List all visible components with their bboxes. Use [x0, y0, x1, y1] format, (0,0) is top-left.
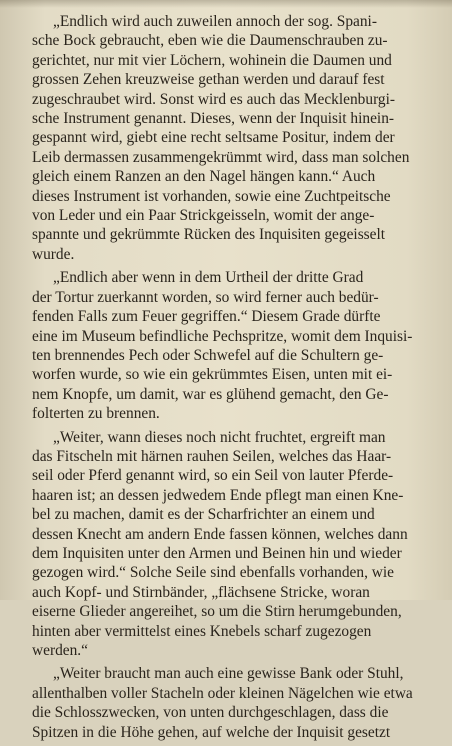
text-line: sche Instrument genannt. Dieses, wenn der Inquisit hinein- — [32, 110, 395, 128]
paragraph — [32, 12, 450, 264]
text-line: grossen Zehen kreuzweise gethan werden und darauf fest — [32, 71, 385, 89]
text-line: hinten aber vermittelst eines Knebels scharf zugezogen — [32, 622, 372, 640]
paragraph — [32, 428, 450, 661]
text-line: wurde. — [32, 245, 75, 263]
text-line: folterten zu brennen. — [32, 405, 160, 423]
text-line: Leib dermassen zusammengekrümmt wird, dass man solchen — [32, 148, 410, 166]
text-line: gespannt wird, giebt eine recht seltsame Positur, indem der — [32, 129, 395, 147]
text-line: „Endlich wird auch zuweilen annoch der sog. Spani- — [53, 13, 377, 30]
text-line: haaren ist; an dessen jedwedem Ende pflegt man einen Kne- — [32, 486, 404, 504]
page-text — [32, 12, 450, 746]
text-line: dem Inquisiten unter den Armen und Beinen hin und wieder — [32, 544, 402, 562]
text-line: allenthalben voller Stacheln oder kleinen Nägelchen wie etwa — [32, 684, 413, 702]
text-line: zugeschraubet wird. Sonst wird es auch das Mecklenburgi- — [32, 90, 396, 108]
page-edge-shadow — [0, 0, 452, 8]
text-line: werden.“ — [32, 642, 88, 659]
text-line: gleich einem Ranzen an den Nagel hängen kann.“ Auch — [32, 168, 376, 186]
text-line: nem Knopfe, um damit, war es glühend gemacht, den Ge- — [32, 385, 389, 403]
text-line: auch Kopf- und Stirnbänder, „flächsene Stricke, woran — [32, 583, 370, 601]
text-line: Spitzen in die Höhe gehen, auf welche der Inquisit gesetzt — [32, 723, 391, 741]
text-line: eiserne Glieder angereihet, so um die Stirn herumgebunden, — [32, 603, 402, 621]
text-line: worfen wurde, so wie ein gekrümmtes Eisen, unten mit ei- — [32, 366, 393, 384]
text-line: von Leder und ein Paar Strickgeisseln, womit der ange- — [32, 207, 375, 225]
text-line: bel zu machen, damit es der Scharfrichter an einem und — [32, 506, 375, 524]
text-line: ten brennendes Pech oder Schwefel auf die Schultern ge- — [32, 346, 384, 364]
text-line: spannte und gekrümmte Rücken des Inquisiten gegeisselt — [32, 226, 386, 244]
text-line: „Endlich aber wenn in dem Urtheil der dritte Grad — [53, 269, 364, 287]
paragraph — [32, 664, 450, 742]
text-line: „Weiter braucht man auch eine gewisse Bank oder Stuhl, — [53, 665, 404, 683]
text-line: „Weiter, wann dieses noch nicht fruchtet, ergreift man — [53, 428, 386, 446]
text-line: sche Bock gebraucht, eben wie die Daumenschrauben zu- — [32, 32, 388, 50]
text-line: dieses Instrument ist vorhanden, sowie eine Zuchtpeitsche — [32, 187, 391, 205]
text-line: gerichtet, nur mit vier Löchern, wohinein die Daumen und — [32, 51, 392, 69]
text-line: dessen Knecht am andern Ende fassen können, welches dann — [32, 525, 408, 543]
paragraph — [32, 268, 450, 423]
text-line: der Tortur zuerkannt worden, so wird ferner auch bedür- — [32, 288, 379, 306]
text-line: seil oder Pferd genannt wird, so ein Seil von lauter Pferde- — [32, 467, 394, 485]
text-line: das Fitscheln mit härnen rauhen Seilen, welches das Haar- — [32, 447, 392, 465]
text-line: eine im Museum befindliche Pechspritze, womit dem Inquisi- — [32, 327, 413, 345]
text-line: fenden Falls zum Feuer gegriffen.“ Diesem Grade dürfte — [32, 308, 381, 326]
text-line: die Schlosszwecken, von unten durchgeschlagen, dass die — [32, 704, 389, 722]
text-line: gezogen wird.“ Solche Seile sind ebenfalls vorhanden, wie — [32, 564, 394, 582]
